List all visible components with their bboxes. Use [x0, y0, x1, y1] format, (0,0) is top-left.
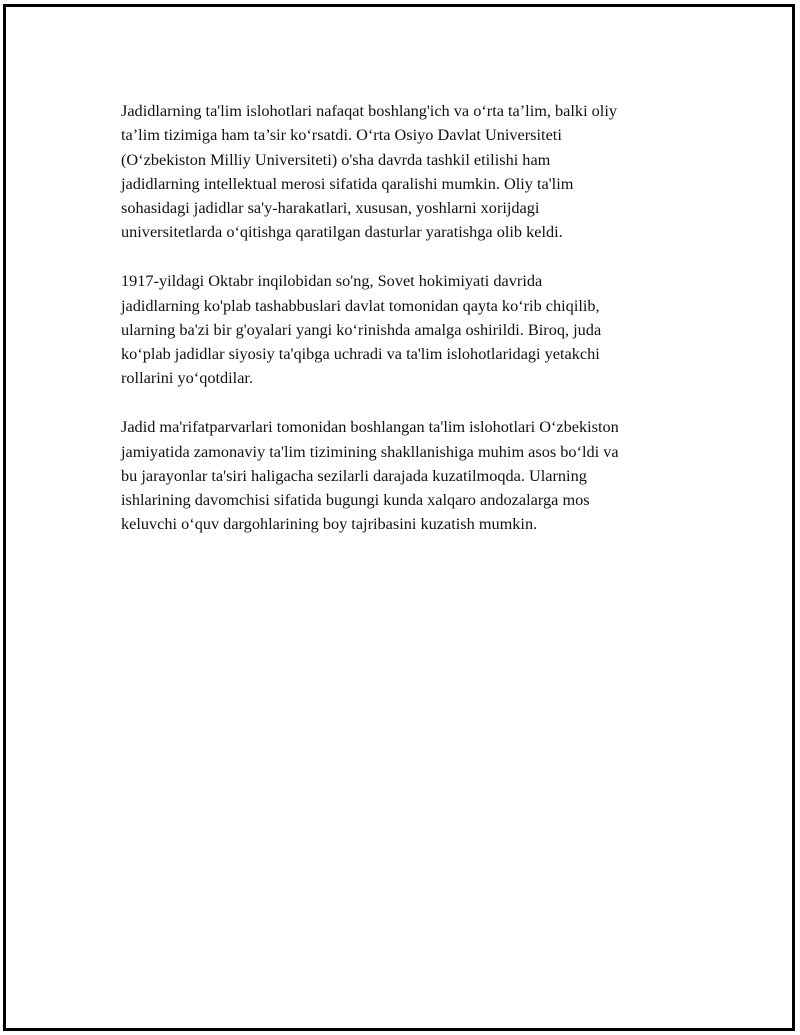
text-line: bu jarayonlar ta'siri haligacha sezilarli darajada kuzatilmoqda. Ularning: [121, 465, 587, 485]
text-line: ko‘plab jadidlar siyosiy ta'qibga uchradi va ta'lim islohotlaridagi yetakchi: [121, 344, 600, 364]
document-body: [121, 99, 711, 561]
text-line: jadidlarning ko'plab tashabbuslari davlat tomonidan qayta ko‘rib chiqilib,: [121, 295, 600, 315]
text-line: rollarini yo‘qotdilar.: [121, 368, 254, 388]
text-line: jadidlarning intellektual merosi sifatida qaralishi mumkin. Oliy ta'lim: [121, 173, 574, 193]
text-line: universitetlarda o‘qitishga qaratilgan dasturlar yaratishga olib keldi.: [121, 222, 563, 242]
paragraph-2: [121, 269, 711, 390]
paragraph-1: [121, 99, 711, 245]
paragraph-3: [121, 415, 711, 536]
page-frame: [3, 4, 795, 1031]
text-line: Jadid ma'rifatparvarlari tomonidan boshlangan ta'lim islohotlari O‘zbekiston: [121, 417, 619, 437]
text-line: jamiyatida zamonaviy ta'lim tizimining shakllanishiga muhim asos bo‘ldi va: [121, 441, 619, 461]
text-line: keluvchi o‘quv dargohlarining boy tajribasini kuzatish mumkin.: [121, 514, 538, 534]
text-line: (O‘zbekiston Milliy Universiteti) o'sha davrda tashkil etilishi ham: [121, 149, 551, 169]
text-line: ularning ba'zi bir g'oyalari yangi ko‘rinishda amalga oshirildi. Biroq, juda: [121, 319, 602, 339]
text-line: ta’lim tizimiga ham ta’sir ko‘rsatdi. O‘rta Osiyo Davlat Universiteti: [121, 125, 562, 145]
text-line: 1917-yildagi Oktabr inqilobidan so'ng, Sovet hokimiyati davrida: [121, 271, 543, 291]
text-line: Jadidlarning ta'lim islohotlari nafaqat boshlang'ich va o‘rta ta’lim, balki oliy: [121, 101, 617, 120]
text-line: sohasidagi jadidlar sa'y-harakatlari, xususan, yoshlarni xorijdagi: [121, 198, 540, 218]
text-line: ishlarining davomchisi sifatida bugungi kunda xalqaro andozalarga mos: [121, 490, 590, 510]
